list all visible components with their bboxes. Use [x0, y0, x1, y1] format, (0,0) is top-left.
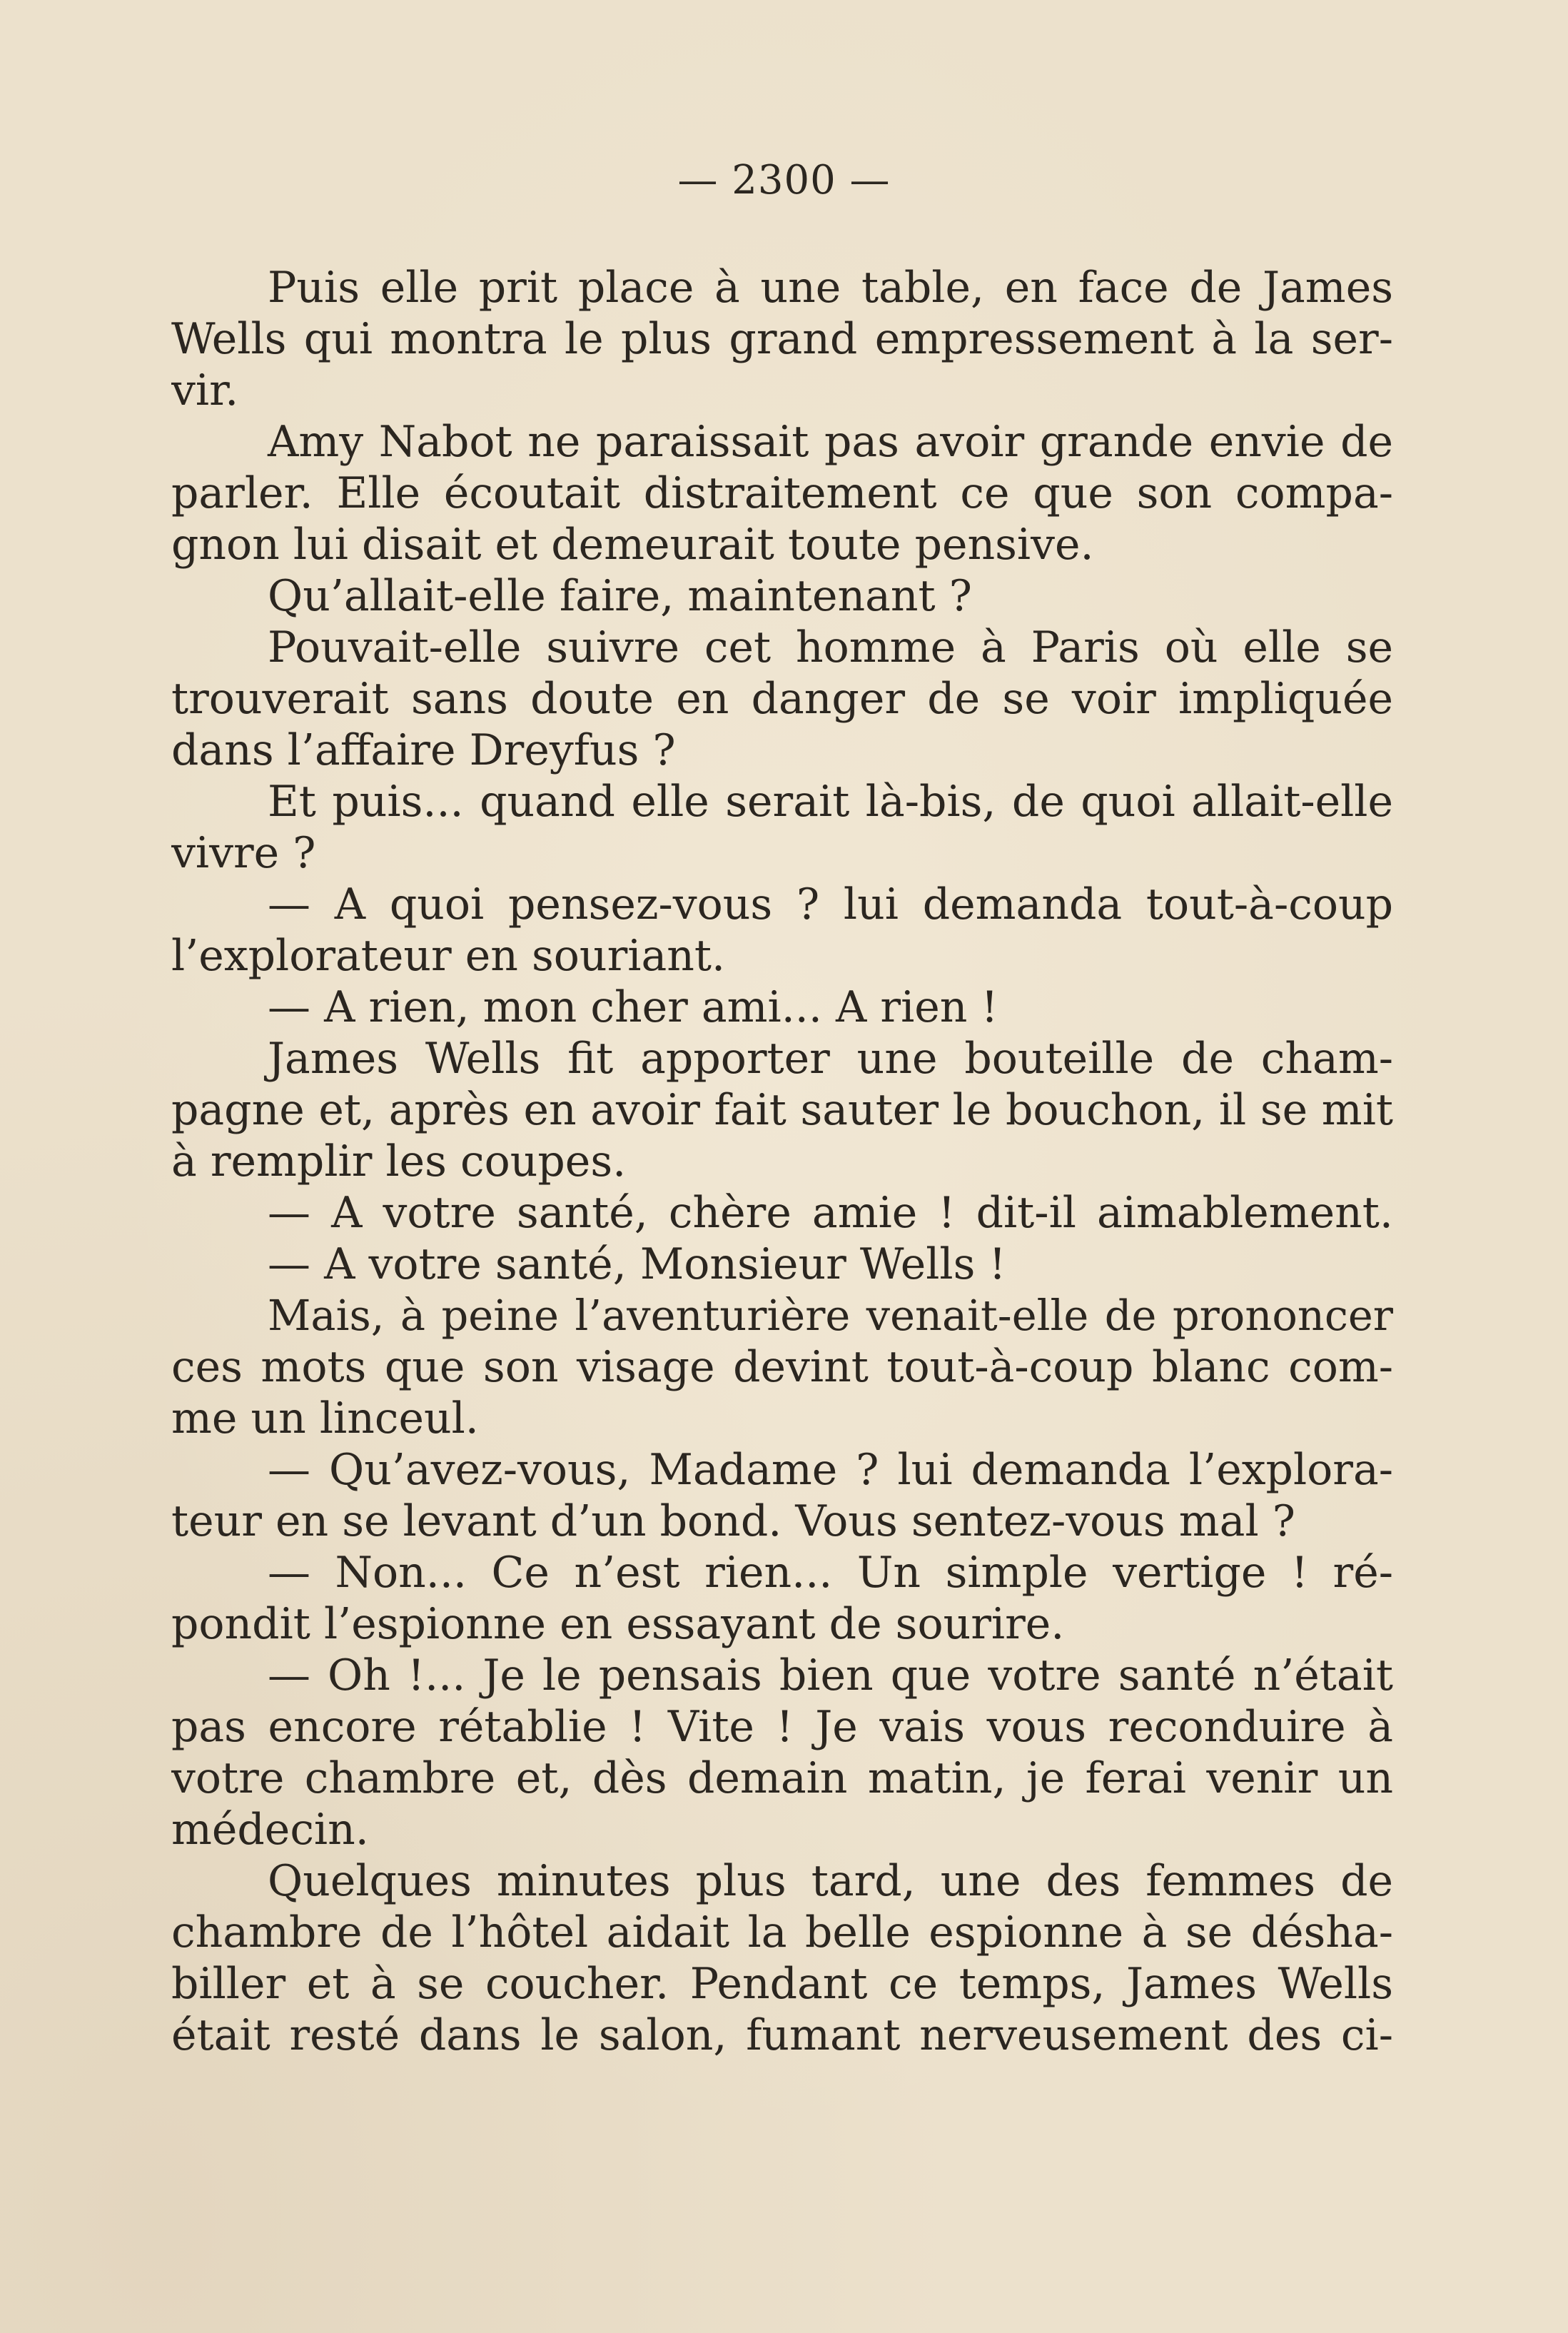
body-text — [171, 262, 1393, 2061]
text-line: — Qu’avez-vous, Madame ? lui demanda l’explora- — [268, 1445, 1393, 1495]
text-line: l’explorateur en souriant. — [171, 931, 726, 981]
text-line: dans l’affaire Dreyfus ? — [171, 725, 676, 775]
text-line: votre chambre et, dès demain matin, je ferai venir un — [171, 1753, 1393, 1803]
text-line: teur en se levant d’un bond. Vous sentez-vous mal ? — [171, 1496, 1295, 1546]
text-line: trouverait sans doute en danger de se voir impliquée — [171, 674, 1393, 724]
text-line: ces mots que son visage devint tout-à-coup blanc com- — [171, 1342, 1393, 1392]
text-line: Puis elle prit place à une table, en face de James — [268, 263, 1393, 313]
text-line: pas encore rétablie ! Vite ! Je vais vous reconduire à — [171, 1702, 1393, 1752]
text-line: chambre de l’hôtel aidait la belle espionne à se désha- — [171, 1908, 1393, 1957]
text-line: gnon lui disait et demeurait toute pensive. — [171, 520, 1094, 570]
text-line: Mais, à peine l’aventurière venait-elle de prononcer — [268, 1291, 1393, 1340]
text-line: Wells qui montra le plus grand empressement à la ser- — [171, 314, 1393, 364]
text-line: pondit l’espionne en essayant de sourire. — [171, 1599, 1065, 1649]
text-line: — A votre santé, Monsieur Wells ! — [268, 1239, 1006, 1289]
text-line: — A quoi pensez-vous ? lui demanda tout-à-coup — [268, 880, 1393, 929]
text-line: pagne et, après en avoir fait sauter le bouchon, il se mit — [171, 1085, 1393, 1135]
text-line: médecin. — [171, 1805, 369, 1855]
text-line: — A rien, mon cher ami... A rien ! — [268, 982, 998, 1032]
text-line: — Non... Ce n’est rien... Un simple vertige ! ré- — [268, 1548, 1393, 1598]
text-line: James Wells fit apporter une bouteille de cham- — [268, 1034, 1393, 1084]
text-line: était resté dans le salon, fumant nerveusement des ci- — [171, 2010, 1393, 2060]
text-line: Quelques minutes plus tard, une des femmes de — [268, 1856, 1393, 1906]
text-line: — A votre santé, chère amie ! dit-il aimablement. — [268, 1188, 1393, 1238]
text-line: à remplir les coupes. — [171, 1137, 627, 1186]
text-line: me un linceul. — [171, 1394, 479, 1443]
page-number: — 2300 — — [677, 157, 891, 203]
text-line: Qu’allait-elle faire, maintenant ? — [268, 571, 972, 621]
text-line: — Oh !... Je le pensais bien que votre santé n’était — [268, 1651, 1393, 1700]
text-line: vivre ? — [171, 828, 316, 878]
text-line: parler. Elle écoutait distraitement ce que son compa- — [171, 468, 1393, 518]
text-line: Amy Nabot ne paraissait pas avoir grande envie de — [268, 417, 1393, 467]
text-line: biller et à se coucher. Pendant ce temps, James Wells — [171, 1959, 1393, 2009]
text-line: Pouvait-elle suivre cet homme à Paris où elle se — [268, 623, 1393, 672]
text-line: vir. — [171, 366, 239, 415]
text-line: Et puis... quand elle serait là-bis, de quoi allait-elle — [268, 777, 1393, 827]
